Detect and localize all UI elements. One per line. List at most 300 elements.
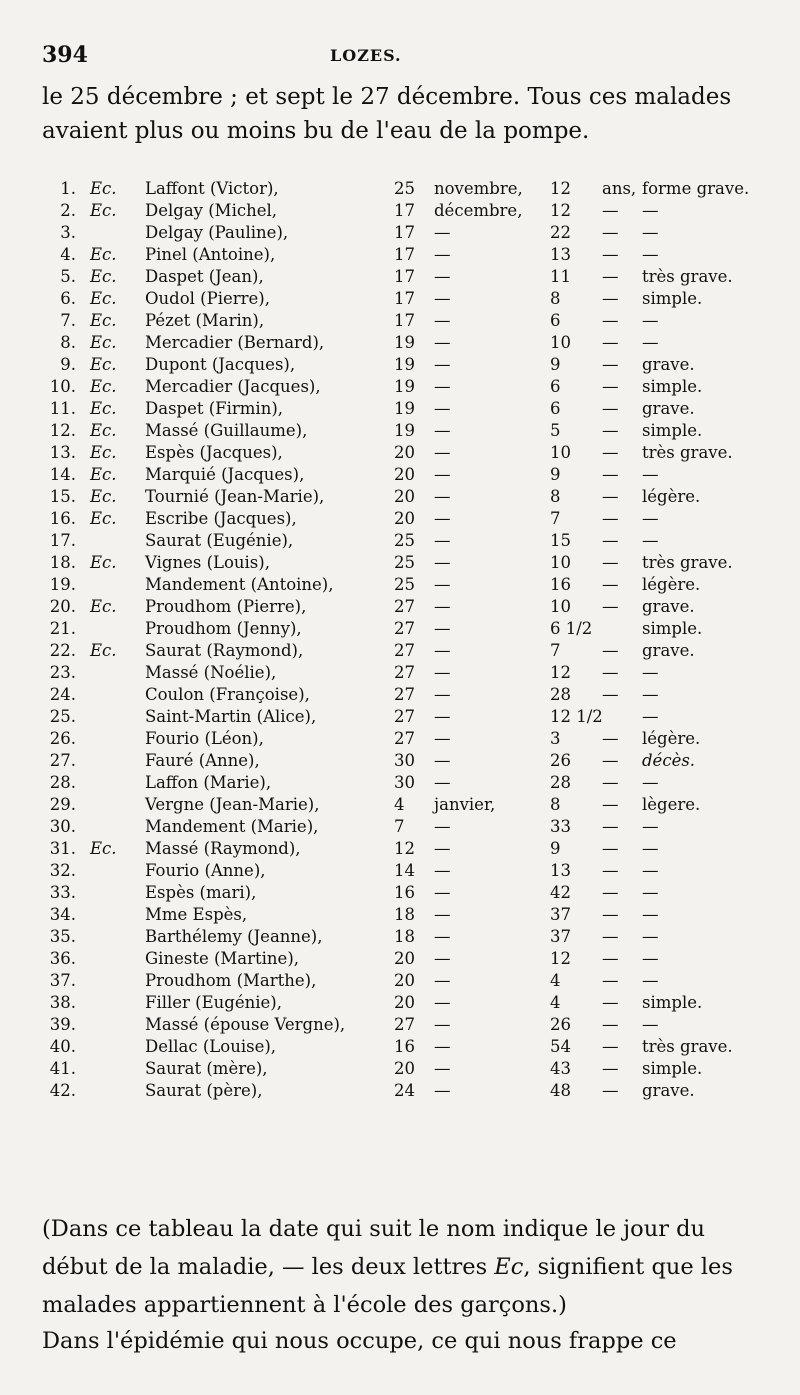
row-number: 33. [49, 883, 76, 902]
row-number: 17. [49, 531, 76, 550]
row-number: 4. [60, 245, 76, 264]
row-number: 30. [49, 817, 76, 836]
age-unit: — [602, 663, 619, 682]
disease-form: légère. [642, 729, 701, 748]
onset-day: 27 [394, 1015, 415, 1034]
row-number: 2. [60, 201, 76, 220]
table-row [42, 354, 762, 376]
table-row [42, 244, 762, 266]
onset-month: — [434, 245, 451, 264]
age-value: 12 [550, 201, 571, 220]
running-title: LOZES. [330, 46, 402, 65]
onset-day: 27 [394, 597, 415, 616]
onset-day: 19 [394, 355, 415, 374]
table-row [42, 1014, 762, 1036]
onset-day: 30 [394, 751, 415, 770]
patient-name: Delgay (Michel, [145, 201, 277, 220]
onset-day: 27 [394, 619, 415, 638]
disease-form: — [642, 861, 659, 880]
table-row [42, 398, 762, 420]
onset-month: — [434, 773, 451, 792]
onset-day: 19 [394, 333, 415, 352]
table-row [42, 992, 762, 1014]
onset-month: — [434, 905, 451, 924]
onset-month: janvier, [434, 795, 496, 814]
row-number: 32. [49, 861, 76, 880]
disease-form: très grave. [642, 267, 733, 286]
age-unit: ans, [602, 179, 637, 198]
disease-form: simple. [642, 421, 703, 440]
age-unit: — [602, 949, 619, 968]
row-number: 28. [49, 773, 76, 792]
disease-form: — [642, 333, 659, 352]
onset-month: décembre, [434, 201, 523, 220]
table-row [42, 508, 762, 530]
table-row [42, 772, 762, 794]
patient-name: Laffon (Marie), [145, 773, 272, 792]
patient-name: Vergne (Jean-Marie), [145, 795, 320, 814]
onset-day: 30 [394, 773, 415, 792]
table-row [42, 684, 762, 706]
onset-month: — [434, 751, 451, 770]
school-mark: Ec. [90, 201, 117, 220]
disease-form: grave. [642, 399, 695, 418]
age-unit: — [602, 289, 619, 308]
disease-form: très grave. [642, 1037, 733, 1056]
onset-month: — [434, 465, 451, 484]
onset-month: — [434, 839, 451, 858]
row-number: 34. [49, 905, 76, 924]
row-number: 13. [49, 443, 76, 462]
patient-name: Dupont (Jacques), [145, 355, 296, 374]
disease-form: — [642, 509, 659, 528]
table-row [42, 860, 762, 882]
row-number: 8. [60, 333, 76, 352]
age-value: 10 [550, 443, 571, 462]
row-number: 11. [49, 399, 76, 418]
age-unit: — [602, 729, 619, 748]
disease-form: lègere. [642, 795, 701, 814]
disease-form: — [642, 223, 659, 242]
row-number: 21. [49, 619, 76, 638]
onset-day: 20 [394, 949, 415, 968]
table-row [42, 1058, 762, 1080]
note-text-2: , signifient que les malades appartiennent à l'école des garçons.) [42, 1254, 733, 1318]
table-row [42, 948, 762, 970]
disease-form: grave. [642, 597, 695, 616]
row-number: 26. [49, 729, 76, 748]
disease-form: décès. [642, 751, 696, 770]
patient-name: Saurat (père), [145, 1081, 263, 1100]
onset-day: 25 [394, 531, 415, 550]
disease-form: — [642, 531, 659, 550]
row-number: 35. [49, 927, 76, 946]
row-number: 1. [60, 179, 76, 198]
age-value: 54 [550, 1037, 571, 1056]
row-number: 3. [60, 223, 76, 242]
onset-day: 27 [394, 685, 415, 704]
patient-name: Coulon (Françoise), [145, 685, 310, 704]
onset-day: 17 [394, 267, 415, 286]
onset-day: 25 [394, 553, 415, 572]
patient-name: Mandement (Marie), [145, 817, 319, 836]
table-row [42, 794, 762, 816]
patient-name: Tournié (Jean-Marie), [145, 487, 325, 506]
table-row [42, 442, 762, 464]
disease-form: — [642, 465, 659, 484]
table-row [42, 706, 762, 728]
onset-day: 16 [394, 1037, 415, 1056]
onset-month: — [434, 883, 451, 902]
table-row [42, 904, 762, 926]
age-value: 9 [550, 465, 561, 484]
age-value: 7 [550, 509, 561, 528]
age-value: 13 [550, 861, 571, 880]
onset-day: 20 [394, 465, 415, 484]
table-row [42, 1080, 762, 1102]
table-row [42, 464, 762, 486]
onset-day: 24 [394, 1081, 415, 1100]
row-number: 15. [49, 487, 76, 506]
age-unit: — [602, 377, 619, 396]
disease-form: grave. [642, 1081, 695, 1100]
onset-month: — [434, 1015, 451, 1034]
age-unit: — [602, 839, 619, 858]
patient-name: Filler (Eugénie), [145, 993, 282, 1012]
school-mark: Ec. [90, 267, 117, 286]
table-row [42, 332, 762, 354]
table-row [42, 574, 762, 596]
school-mark: Ec. [90, 245, 117, 264]
age-unit: — [602, 597, 619, 616]
age-unit: — [602, 311, 619, 330]
school-mark: Ec. [90, 311, 117, 330]
patient-name: Saurat (mère), [145, 1059, 268, 1078]
age-value: 6 [550, 377, 561, 396]
table-row [42, 310, 762, 332]
patient-name: Massé (Raymond), [145, 839, 301, 858]
age-value: 6 [550, 399, 561, 418]
disease-form: — [642, 663, 659, 682]
patient-name: Mandement (Antoine), [145, 575, 334, 594]
row-number: 5. [60, 267, 76, 286]
patient-name: Daspet (Jean), [145, 267, 264, 286]
school-mark: Ec. [90, 289, 117, 308]
patient-name: Fauré (Anne), [145, 751, 260, 770]
onset-day: 20 [394, 509, 415, 528]
onset-month: — [434, 311, 451, 330]
age-unit: — [602, 1059, 619, 1078]
row-number: 9. [60, 355, 76, 374]
patient-name: Proudhom (Pierre), [145, 597, 307, 616]
row-number: 23. [49, 663, 76, 682]
row-number: 19. [49, 575, 76, 594]
disease-form: — [642, 883, 659, 902]
table-row [42, 178, 762, 200]
onset-day: 27 [394, 707, 415, 726]
disease-form: — [642, 905, 659, 924]
table-row [42, 882, 762, 904]
school-mark: Ec. [90, 509, 117, 528]
onset-month: — [434, 575, 451, 594]
patient-name: Laffont (Victor), [145, 179, 279, 198]
onset-month: — [434, 377, 451, 396]
disease-form: forme grave. [642, 179, 750, 198]
age-value: 8 [550, 795, 561, 814]
onset-day: 27 [394, 729, 415, 748]
age-value: 26 [550, 1015, 571, 1034]
age-unit: — [602, 443, 619, 462]
age-unit: — [602, 905, 619, 924]
school-mark: Ec. [90, 597, 117, 616]
onset-month: — [434, 355, 451, 374]
onset-month: — [434, 663, 451, 682]
table-row [42, 640, 762, 662]
age-value: 12 [550, 949, 571, 968]
school-mark: Ec. [90, 443, 117, 462]
onset-month: — [434, 597, 451, 616]
age-value: 8 [550, 289, 561, 308]
age-unit: — [602, 971, 619, 990]
age-value: 5 [550, 421, 561, 440]
onset-day: 17 [394, 245, 415, 264]
school-mark: Ec. [90, 355, 117, 374]
age-value: 10 [550, 597, 571, 616]
age-unit: — [602, 1037, 619, 1056]
onset-day: 14 [394, 861, 415, 880]
onset-day: 7 [394, 817, 405, 836]
age-unit: — [602, 553, 619, 572]
table-row [42, 1036, 762, 1058]
age-value: 10 [550, 333, 571, 352]
table-row [42, 222, 762, 244]
onset-day: 20 [394, 1059, 415, 1078]
row-number: 20. [49, 597, 76, 616]
age-value: 37 [550, 927, 571, 946]
disease-form: — [642, 839, 659, 858]
age-value: 28 [550, 685, 571, 704]
patient-name: Massé (Guillaume), [145, 421, 308, 440]
patient-name: Escribe (Jacques), [145, 509, 297, 528]
patient-name: Pinel (Antoine), [145, 245, 276, 264]
row-number: 42. [49, 1081, 76, 1100]
onset-day: 25 [394, 575, 415, 594]
row-number: 22. [49, 641, 76, 660]
age-unit: — [602, 795, 619, 814]
disease-form: — [642, 927, 659, 946]
patient-name: Fourio (Anne), [145, 861, 266, 880]
disease-form: très grave. [642, 553, 733, 572]
age-unit: — [602, 399, 619, 418]
row-number: 41. [49, 1059, 76, 1078]
table-row [42, 926, 762, 948]
age-value: 37 [550, 905, 571, 924]
age-unit: — [602, 1015, 619, 1034]
disease-form: simple. [642, 377, 703, 396]
age-unit: — [602, 465, 619, 484]
disease-form: — [642, 773, 659, 792]
school-mark: Ec. [90, 179, 117, 198]
row-number: 31. [49, 839, 76, 858]
onset-day: 17 [394, 223, 415, 242]
age-value: 7 [550, 641, 561, 660]
age-unit: — [602, 201, 619, 220]
age-value: 3 [550, 729, 561, 748]
onset-month: — [434, 531, 451, 550]
onset-month: — [434, 487, 451, 506]
patient-name: Pézet (Marin), [145, 311, 265, 330]
age-value: 12 1/2 [550, 707, 603, 726]
onset-day: 19 [394, 377, 415, 396]
age-value: 33 [550, 817, 571, 836]
table-row [42, 486, 762, 508]
age-unit: — [602, 509, 619, 528]
age-value: 13 [550, 245, 571, 264]
patient-name: Vignes (Louis), [145, 553, 270, 572]
onset-day: 19 [394, 399, 415, 418]
closing-line: Dans l'épidémie qui nous occupe, ce qui nous frappe ce [42, 1328, 677, 1354]
patient-name: Fourio (Léon), [145, 729, 264, 748]
row-number: 25. [49, 707, 76, 726]
patient-name: Mercadier (Bernard), [145, 333, 325, 352]
note-text-1: (Dans ce tableau la date qui suit le nom indique le jour du début de la maladie, — les deux lettres [42, 1216, 705, 1280]
onset-month: — [434, 619, 451, 638]
disease-form: simple. [642, 1059, 703, 1078]
row-number: 18. [49, 553, 76, 572]
onset-day: 20 [394, 971, 415, 990]
age-value: 9 [550, 839, 561, 858]
onset-day: 12 [394, 839, 415, 858]
onset-day: 17 [394, 201, 415, 220]
onset-month: — [434, 927, 451, 946]
onset-day: 18 [394, 927, 415, 946]
onset-month: — [434, 817, 451, 836]
age-unit: — [602, 1081, 619, 1100]
age-unit: — [602, 861, 619, 880]
age-value: 15 [550, 531, 571, 550]
age-unit: — [602, 575, 619, 594]
patient-name: Dellac (Louise), [145, 1037, 277, 1056]
row-number: 16. [49, 509, 76, 528]
onset-month: — [434, 641, 451, 660]
age-unit: — [602, 421, 619, 440]
onset-day: 25 [394, 179, 415, 198]
row-number: 29. [49, 795, 76, 814]
table-row [42, 376, 762, 398]
onset-month: — [434, 707, 451, 726]
onset-month: — [434, 729, 451, 748]
row-number: 39. [49, 1015, 76, 1034]
onset-day: 17 [394, 289, 415, 308]
age-unit: — [602, 487, 619, 506]
age-value: 4 [550, 971, 561, 990]
patient-name: Mercadier (Jacques), [145, 377, 321, 396]
age-value: 8 [550, 487, 561, 506]
onset-month: — [434, 993, 451, 1012]
row-number: 36. [49, 949, 76, 968]
school-mark: Ec. [90, 641, 117, 660]
intro-paragraph: le 25 décembre ; et sept le 27 décembre. Tous ces malades avaient plus ou moins bu de l'eau de la pompe. [42, 84, 732, 144]
age-value: 12 [550, 663, 571, 682]
onset-day: 27 [394, 641, 415, 660]
disease-form: — [642, 685, 659, 704]
table-row [42, 750, 762, 772]
age-unit: — [602, 245, 619, 264]
onset-month: — [434, 399, 451, 418]
disease-form: — [642, 707, 659, 726]
age-value: 26 [550, 751, 571, 770]
row-number: 12. [49, 421, 76, 440]
table-row [42, 970, 762, 992]
onset-month: — [434, 553, 451, 572]
age-value: 6 [550, 311, 561, 330]
age-unit: — [602, 883, 619, 902]
onset-day: 19 [394, 421, 415, 440]
patient-name: Massé (épouse Vergne), [145, 1015, 346, 1034]
onset-month: — [434, 223, 451, 242]
age-value: 43 [550, 1059, 571, 1078]
age-unit: — [602, 267, 619, 286]
page-header [40, 42, 760, 72]
patient-name: Proudhom (Marthe), [145, 971, 317, 990]
onset-day: 27 [394, 663, 415, 682]
disease-form: grave. [642, 641, 695, 660]
age-unit: — [602, 333, 619, 352]
age-unit: — [602, 817, 619, 836]
table-note [42, 1210, 762, 1324]
onset-month: — [434, 421, 451, 440]
age-unit: — [602, 773, 619, 792]
table-row [42, 596, 762, 618]
patient-name: Espès (Jacques), [145, 443, 283, 462]
disease-form: légère. [642, 575, 701, 594]
disease-form: grave. [642, 355, 695, 374]
school-mark: Ec. [90, 465, 117, 484]
patient-name: Espès (mari), [145, 883, 257, 902]
row-number: 6. [60, 289, 76, 308]
disease-form: — [642, 245, 659, 264]
school-mark: Ec. [90, 333, 117, 352]
age-value: 11 [550, 267, 571, 286]
school-mark: Ec. [90, 377, 117, 396]
disease-form: — [642, 1015, 659, 1034]
school-mark: Ec. [90, 421, 117, 440]
age-unit: — [602, 993, 619, 1012]
age-value: 10 [550, 553, 571, 572]
age-unit: — [602, 751, 619, 770]
age-unit: — [602, 531, 619, 550]
note-ec: Ec [494, 1254, 524, 1280]
patient-name: Massé (Noélie), [145, 663, 277, 682]
age-value: 28 [550, 773, 571, 792]
patient-name: Oudol (Pierre), [145, 289, 270, 308]
onset-month: — [434, 443, 451, 462]
patient-name: Daspet (Firmin), [145, 399, 284, 418]
age-unit: — [602, 927, 619, 946]
onset-month: — [434, 1081, 451, 1100]
onset-day: 17 [394, 311, 415, 330]
row-number: 27. [49, 751, 76, 770]
age-unit: — [602, 685, 619, 704]
table-row [42, 838, 762, 860]
table-row [42, 420, 762, 442]
disease-form: — [642, 971, 659, 990]
row-number: 24. [49, 685, 76, 704]
onset-day: 18 [394, 905, 415, 924]
onset-day: 20 [394, 443, 415, 462]
onset-month: — [434, 333, 451, 352]
row-number: 10. [49, 377, 76, 396]
